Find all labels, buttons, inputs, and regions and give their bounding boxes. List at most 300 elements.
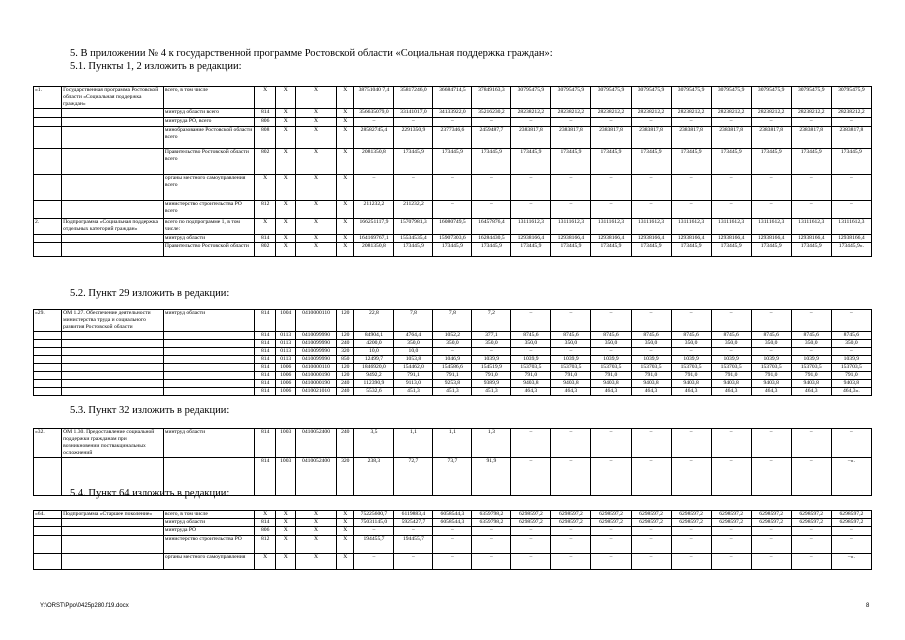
table-cell: 0410099990 [295,348,336,356]
table-cell: 0410000110 [295,364,336,372]
table-cell: 0113 [276,348,295,356]
table-cell: 791,1 [394,372,433,380]
table-cell: – [354,527,394,536]
table-cell: 173445,9 [472,243,511,257]
table-cell: 2081350,8 [354,243,394,257]
table-cell [34,458,62,496]
table-cell: 6298597,2 [671,511,711,519]
table-cell: 2081350,8 [354,149,394,175]
table-cell: 791,0 [511,372,551,380]
table-cell: – [831,175,871,201]
table-cell: – [472,348,511,356]
table-cell: 173445,9 [711,149,751,175]
table-cell: 1039,9 [831,356,871,364]
table-cell: 1006 [276,372,295,380]
table-cell: – [631,527,671,536]
table-cell: 120 [337,310,354,332]
table-cell [163,340,254,348]
table-cell: X [254,511,276,519]
table-cell: 30795475,9 [791,87,831,109]
table-cell: X [276,519,295,527]
table-cell: – [791,527,831,536]
table-cell [62,127,164,149]
table-cell: 173445,9 [711,243,751,257]
table-cell: X [276,109,295,118]
table-cell: – [791,348,831,356]
table-cell: 12938166,4 [831,235,871,243]
table-cell: 7,2 [472,310,511,332]
table-cell: 2383817,8 [711,127,751,149]
table-cell: X [276,235,295,243]
table-cell: минтруд области [163,235,254,243]
table-cell: – [433,527,472,536]
table-cell: 28238212,2 [711,109,751,118]
table-cell: – [791,201,831,219]
table-cell: 2383817,8 [831,127,871,149]
table-cell: – [751,118,791,127]
table-cell: 791,0 [591,372,631,380]
table-cell: 173445,9 [591,149,631,175]
table-cell: 6298597,2 [631,519,671,527]
table-cell: 791,0 [671,372,711,380]
table-cell [163,348,254,356]
table-cell: 2. [34,219,62,235]
table-cell: X [337,109,354,118]
table-cell: – [511,348,551,356]
table-cell: – [711,527,751,536]
table-cell: – [671,175,711,201]
table-cell: X [295,127,336,149]
table-cell: 1003 [276,429,295,458]
table-cell: 350,0 [551,340,591,348]
table-row [34,175,872,201]
table-cell: 1,1 [394,429,433,458]
table-cell: «29. [34,310,62,332]
table-cell: 9403,8 [751,380,791,388]
table-cell: – [831,348,871,356]
table-cell: 2383817,8 [551,127,591,149]
table-cell: 13111612,3 [711,219,751,235]
table-cell: – [751,175,791,201]
table-cell: 173445,9 [394,149,433,175]
table-cell: 12938166,4 [791,235,831,243]
table-cell: 30795475,9 [831,87,871,109]
table-cell: – [591,201,631,219]
table-cell: 173445,9». [831,243,871,257]
table-cell [62,388,164,396]
table-cell: 4200,0 [354,340,394,348]
table-cell [62,380,164,388]
table-cell: 6298597,2 [511,519,551,527]
table-cell: 28238212,2 [751,109,791,118]
table-cell [62,243,164,257]
footer-page-number: 8 [866,603,870,609]
table-cell: 350,0 [791,340,831,348]
table-cell: 464,3». [831,388,871,396]
table-cell: X [295,511,336,519]
table-cell: 350,0 [433,340,472,348]
table-cell [62,175,164,201]
table-cell: – [394,118,433,127]
table-row [34,127,872,149]
table-cell: 1846920,0 [354,364,394,372]
table-cell: – [511,536,551,554]
table-cell [62,356,164,364]
table-cell: 802 [254,149,276,175]
table-cell: 6058544,3 [433,519,472,527]
table-cell [62,536,164,554]
table-cell: 173445,9 [551,243,591,257]
table-cell: – [394,175,433,201]
table-cell: X [337,175,354,201]
table-cell: 16080749,5 [433,219,472,235]
table-cell: – [791,554,831,570]
table-cell: 3,5 [354,429,394,458]
table-cell [34,554,62,570]
table-cell: X [337,511,354,519]
table-cell: 1039,9 [631,356,671,364]
table-cell: – [551,527,591,536]
table-cell: 240 [337,340,354,348]
table-row [34,201,872,219]
table-cell: 153703,5 [511,364,551,372]
table-cell: 37849163,3 [472,87,511,109]
table-cell: – [751,310,791,332]
table-cell: 0410099990 [295,356,336,364]
table-cell: – [551,118,591,127]
table-cell: 2383817,8 [631,127,671,149]
table-cell: X [337,118,354,127]
table-cell: X [337,127,354,149]
table-cell: «64. [34,511,62,519]
table-row [34,527,872,536]
table-cell: 9253,8 [433,380,472,388]
table-cell: 173445,9 [751,149,791,175]
table-cell: X [276,536,295,554]
table-cell [62,149,164,175]
table-cell [62,519,164,527]
table-cell: X [276,149,295,175]
table-cell: 28238212,2 [831,109,871,118]
table-cell: 814 [254,348,276,356]
table-cell: 12938166,4 [631,235,671,243]
table-cell: ОМ 1.30. Предоставление социальной поддержки гражданам при возникновении поствакцинальных осложнений [62,429,164,458]
table-cell: – [791,175,831,201]
table-cell: 240 [337,380,354,388]
table-cell: X [276,87,295,109]
table-cell: 802 [254,243,276,257]
table-cell: X [254,219,276,235]
table-cell: 154586,6 [433,364,472,372]
table-cell: 5925427,7 [394,519,433,527]
table-cell: 38751040 7,4 [354,87,394,109]
table-cell: – [791,458,831,496]
table-cell: минтруда РО [163,527,254,536]
table-cell: 350,0 [394,340,433,348]
table-row [34,536,872,554]
table-cell: 2383817,8 [751,127,791,149]
table-cell: 1039,9 [591,356,631,364]
table-cell: 6298597,2 [791,519,831,527]
table-cell [163,332,254,340]
table-cell: 173445,9 [551,149,591,175]
table-cell: – [511,429,551,458]
table-cell: 791,0 [831,372,871,380]
table-cell: 6298597,2 [791,511,831,519]
table-cell: –». [831,554,871,570]
table-cell: – [433,201,472,219]
table-cell: X [295,201,336,219]
table-cell: 0410000190 [295,380,336,388]
table-cell: 73,7 [433,458,472,496]
table-cell [34,332,62,340]
table-cell [163,388,254,396]
table-cell [62,118,164,127]
table-cell: 75225600,7 [354,511,394,519]
table-cell: – [511,201,551,219]
table-cell: – [671,201,711,219]
section-heading: 5.4. Пункт 64 изложить в редакции: [70,488,230,499]
table-cell: 812 [254,536,276,554]
table-cell: 791,0 [631,372,671,380]
table-cell: X [295,219,336,235]
table-cell: 464,3 [791,388,831,396]
table-cell: 6298597,2 [551,511,591,519]
table-cell: – [631,458,671,496]
table-cell: X [295,87,336,109]
table-cell: 8745,6 [711,332,751,340]
table-cell: 120 [337,364,354,372]
table-cell: – [671,527,711,536]
table-row [34,372,872,380]
table-cell: 814 [254,519,276,527]
table-row [34,87,872,109]
table-cell: – [511,554,551,570]
table-cell: 1039,9 [791,356,831,364]
table-cell: – [751,527,791,536]
table-cell: – [631,554,671,570]
table-row [34,348,872,356]
table-cell: – [472,175,511,201]
table-cell: 72,7 [394,458,433,496]
table-cell: – [751,348,791,356]
table-cell: 0410000190 [295,372,336,380]
table-cell: – [791,118,831,127]
table-cell: 791,0 [791,372,831,380]
table-cell: – [631,175,671,201]
table-cell: – [751,201,791,219]
table-cell: 9403,8 [671,380,711,388]
table-cell: – [751,536,791,554]
table-cell: – [631,536,671,554]
table-cell: – [354,554,394,570]
table-cell [34,356,62,364]
table-cell: – [631,201,671,219]
table-cell: 464,3 [551,388,591,396]
table-cell [34,175,62,201]
table-cell [34,519,62,527]
table-cell: 28238212,2 [791,109,831,118]
table-cell: 9403,8 [631,380,671,388]
table-cell: министерство строительства РО всего [163,201,254,219]
table-cell: 120 [337,372,354,380]
table-cell: – [472,201,511,219]
table-cell: 6298597,2 [831,511,871,519]
table-cell: – [591,429,631,458]
table-cell: минобразование Ростовской области всего [163,127,254,149]
table-cell: – [394,554,433,570]
table-cell: – [591,175,631,201]
table-cell: 173445,9 [631,243,671,257]
table-cell [34,527,62,536]
table-cell: – [591,527,631,536]
table-cell: 30795475,9 [711,87,751,109]
table-cell: X [337,536,354,554]
table-cell: 173445,9 [751,243,791,257]
table-row [34,332,872,340]
table-cell: X [295,527,336,536]
table-cell: 812 [254,201,276,219]
table-cell: 2383817,8 [591,127,631,149]
table-cell: – [631,118,671,127]
table-cell: 154519,9 [472,364,511,372]
table-cell: X [337,87,354,109]
table-cell: 28238212,2 [591,109,631,118]
table-cell: – [591,554,631,570]
table-cell: минтруда РО, всего [163,118,254,127]
table-cell: 34133922,0 [433,109,472,118]
table-cell: 1039,9 [551,356,591,364]
table-cell: 194455,7 [354,536,394,554]
table-cell: – [511,310,551,332]
table-cell: 22,8 [354,310,394,332]
table-cell: всего по подпрограмме 1, в том числе: [163,219,254,235]
table-cell: X [276,243,295,257]
table-cell: 13111612,3 [511,219,551,235]
table-cell: 153703,5 [631,364,671,372]
table-cell: 814 [254,372,276,380]
table-cell: 320 [337,458,354,496]
table-cell: 6359798,2 [472,519,511,527]
table-cell: 814 [254,332,276,340]
table-cell: 2383817,8 [791,127,831,149]
table-cell: – [751,458,791,496]
table-cell: X [295,243,336,257]
table-cell: 1,3 [472,429,511,458]
table-cell: министерство строительства РО [163,536,254,554]
table-cell: 12499,7 [354,356,394,364]
table-cell: – [354,118,394,127]
table-cell: – [472,527,511,536]
table-cell: 0113 [276,332,295,340]
table-cell: 10,0 [394,348,433,356]
table-cell: 9389,9 [472,380,511,388]
table-cell: – [831,536,871,554]
table-cell: 30795475,9 [631,87,671,109]
table-cell: 320 [337,348,354,356]
table-cell [34,388,62,396]
table-cell: «1. [34,87,62,109]
table-cell: 0113 [276,356,295,364]
table-cell: 1039,9 [511,356,551,364]
table-cell: 1039,9 [751,356,791,364]
table-cell: 8745,6 [631,332,671,340]
table-cell: – [711,458,751,496]
table-cell: 173445,9 [591,243,631,257]
table-cell [163,364,254,372]
table-cell: 28582745,4 [354,127,394,149]
table-cell: 28238212,2 [551,109,591,118]
document-heading: 5. В приложении № 4 к государственной программе Ростовской области «Социальная поддержка граждан»: [70,48,553,59]
table-cell: 464,3 [511,388,551,396]
table-cell: X [337,243,354,257]
table-cell: 13111612,3 [631,219,671,235]
table-row [34,388,872,396]
table-cell: 2291350,9 [394,127,433,149]
table-cell: 153703,5 [591,364,631,372]
table-cell: X [295,175,336,201]
table-cell: – [791,536,831,554]
table-cell: минтруд области [163,310,254,332]
table-cell: 28238212,2 [511,109,551,118]
table-cell: 814 [254,380,276,388]
table-cell: – [711,554,751,570]
table-cell: – [551,458,591,496]
table-cell: – [551,310,591,332]
table-cell: 153703,5 [751,364,791,372]
table-cell: 5532,6 [354,388,394,396]
table-cell: 35817246,0 [394,87,433,109]
table-cell: 9403,8 [711,380,751,388]
table-cell: 1052,2 [433,332,472,340]
table-cell: – [511,527,551,536]
table-cell: 1046,9 [433,356,472,364]
table-cell: 6298597,2 [751,511,791,519]
table-cell [62,109,164,118]
table-cell: 173445,9 [791,243,831,257]
table-cell: – [354,175,394,201]
table-cell: 240 [337,429,354,458]
table-cell [62,364,164,372]
section-heading: 5.3. Пункт 32 изложить в редакции: [70,405,230,416]
table-cell: 814 [254,310,276,332]
table-cell: 153703,5 [551,364,591,372]
table-cell: 1039,9 [711,356,751,364]
table-cell: 1006 [276,388,295,396]
table-cell: 173445,9 [671,243,711,257]
table-cell: 350,0 [591,340,631,348]
table-cell: X [337,527,354,536]
table-cell: X [337,519,354,527]
table-cell: 9403,8 [551,380,591,388]
table-cell: 13111612,3 [751,219,791,235]
table-cell: Государственная программа Ростовской области «Социальная поддержка граждан» [62,87,164,109]
table-cell: 13111612,3 [791,219,831,235]
table-cell: 0410052400 [295,458,336,496]
table-cell: 0410052400 [295,429,336,458]
table-cell [34,235,62,243]
table-cell: 240 [337,388,354,396]
table-cell: 8745,6 [751,332,791,340]
table-cell: 850 [337,356,354,364]
table-cell: всего, в том числе [163,511,254,519]
table-cell: – [711,536,751,554]
table-cell: X [337,554,354,570]
table-row [34,429,872,458]
table-cell: 15707981,3 [394,219,433,235]
table-cell: 464,3 [671,388,711,396]
table-cell: 173445,9 [472,149,511,175]
